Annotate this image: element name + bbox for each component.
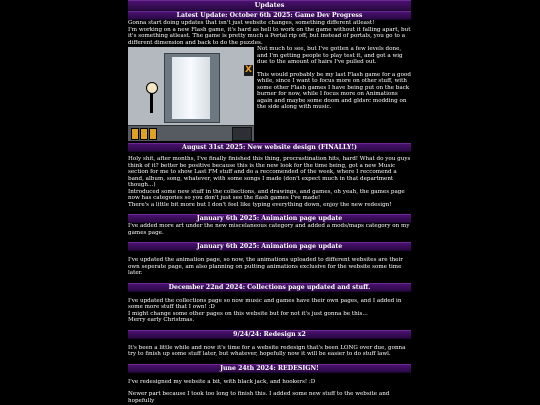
post-text: I'm working on a new Flash game, it's hard as hell to work on the game without it falling apart, but it's something atleast. The game is pretty much a Portal rip off, but instead of portals, you go to a different dimension and back to do the puzzles. xyxy=(128,26,411,46)
post-text: Gonna start doing updates that isn't just website changes, something different atleast! xyxy=(128,20,375,26)
post-text: Introduced some new stuff in the collections, and drawings, and games, oh yeah, the games page now has categories so you don't just see the flash games I've made! xyxy=(128,188,405,201)
post-text: I've updated the collections page so now music and games have their own pages, and I added in some more stuff that I own! :D xyxy=(128,297,402,310)
post-heading: January 6th 2025: Animation page update xyxy=(128,214,411,223)
page-title: Updates xyxy=(128,0,411,11)
post-text: I've updated the animation page, so now, the animations uploaded to different websites are their own seperate page, am also planning on putting animations exclusive for the website some time later. xyxy=(128,257,403,276)
post-text: This would probably be my last Flash game for a good while, since I want to focus more on other stuff, with some other Flash games I have being put on the back burner for now, while I focus more on Animations again and maybe some doom and gldsrc modding on the side along with music. xyxy=(257,71,411,110)
post-heading: December 22nd 2024: Collections page updated and stuff. xyxy=(128,283,411,292)
post-heading: June 24th 2024: REDESIGN! xyxy=(128,364,411,373)
post-text: I've redesigned my website a bit, with black jack, and hookers! :D xyxy=(128,378,316,385)
post-text: I've added more art under the new miscelaneous category and added a mods/maps category on my games page. xyxy=(128,223,410,236)
post-text: I might change some other pages on this website but for not it's just gonna be this... xyxy=(128,310,368,317)
post-text: There's a little bit more but I don't feel like typing everything down, enjoy the new redesign! xyxy=(128,201,392,208)
post-heading: January 6th 2025: Animation page update xyxy=(128,242,411,251)
post-text: Not much to see, but I've gotten a few levels done, and I'm getting people to play test it, and got a wig due to the amount of hairs I've pulled out. xyxy=(257,46,403,65)
updates-column xyxy=(128,0,411,404)
post-text: It's been a little while and now it's time for a website redesign that's been LONG over due, gonna try to finish up some stuff later, but whatever, hopefully now it will be easier to do stuff lawl. xyxy=(128,344,406,357)
post-heading: August 31st 2025: New website design (FINALLY!) xyxy=(128,143,411,152)
game-screenshot xyxy=(128,47,254,141)
post-text: Holy shit, after months, I've finally finished this thing, procrastination hits, hard! What do you guys think of it? better be positive because this is the new look for the time being, got a new Music section for me to show Last FM stuff and do a reccomended of the week, where I reccomend a band, album, song, whatever, with some songs I made (don't expect much in that department though...) xyxy=(128,156,411,188)
post-text: Merry early Christmas. xyxy=(128,317,195,323)
post-heading: Latest Update: October 6th 2025: Game Dev Progress xyxy=(128,11,411,20)
close-icon: X xyxy=(245,65,252,75)
post-heading: 9/24/24: Redesign x2 xyxy=(128,330,411,339)
post-text: Newer part because I took too long to finish this. I added some new stuff to the website and hopefully xyxy=(128,391,390,404)
